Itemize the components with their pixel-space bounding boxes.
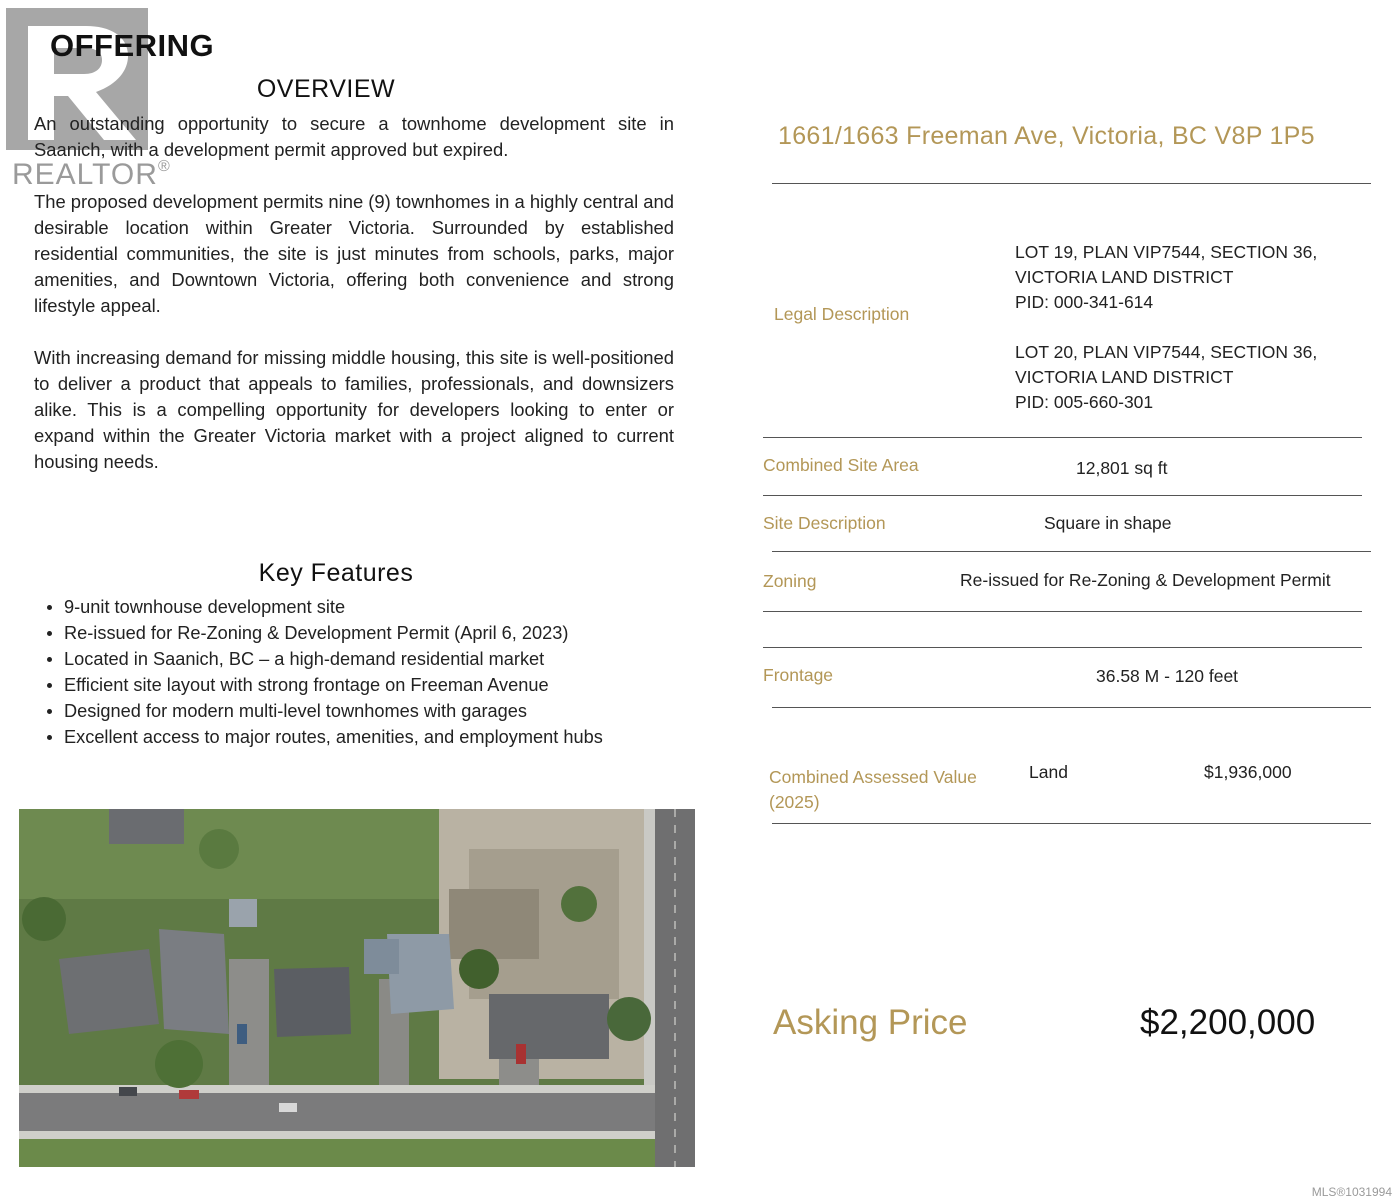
divider [772, 707, 1371, 708]
offering-title: OFFERING [50, 28, 215, 63]
overview-paragraph-1: An outstanding opportunity to secure a townhome development site in Saanich, with a development permit approved but expired. [34, 113, 674, 160]
divider [772, 183, 1371, 184]
lot20-pid: PID: 005-660-301 [1015, 392, 1154, 412]
assessed-label-line-2: (2025) [769, 792, 820, 812]
key-features-heading: Key Features [258, 559, 414, 587]
key-features-list [34, 594, 694, 750]
feature-item: Excellent access to major routes, amenities, and employment hubs [34, 724, 694, 750]
asking-price-value: $2,200,000 [1140, 1003, 1316, 1042]
lot19-pid: PID: 000-341-614 [1015, 292, 1154, 312]
feature-item: Re-issued for Re-Zoning & Development Permit (April 6, 2023) [34, 620, 694, 646]
site-area-value: 12,801 sq ft [1076, 458, 1168, 478]
mls-number: MLS®1031994 [1311, 1185, 1392, 1199]
lot19-line-1: LOT 19, PLAN VIP7544, SECTION 36, [1015, 242, 1318, 262]
lot19-line-2: VICTORIA LAND DISTRICT [1015, 267, 1234, 287]
site-description-label: Site Description [763, 513, 886, 533]
feature-item: Efficient site layout with strong frontage on Freeman Avenue [34, 672, 694, 698]
legal-description-lot20 [1015, 340, 1317, 415]
property-address: 1661/1663 Freeman Ave, Victoria, BC V8P 1P5 [778, 122, 1315, 150]
divider [763, 495, 1362, 496]
realtor-wordmark: REALTOR [12, 158, 158, 191]
legal-description-lot19 [1015, 240, 1317, 315]
feature-item: Located in Saanich, BC – a high-demand residential market [34, 646, 694, 672]
site-area-label: Combined Site Area [763, 455, 919, 475]
divider [772, 823, 1371, 824]
divider [763, 611, 1362, 612]
aerial-site-photo [19, 809, 695, 1167]
overview-heading: OVERVIEW [256, 75, 396, 103]
registered-mark: ® [157, 158, 171, 175]
overview-paragraph-3: With increasing demand for missing middle housing, this site is well-positioned to deliver a product that appeals to families, professionals, and downsizers alike. This is a compelling opportunity for developers looking to enter or expand within the Greater Victoria market with a project aligned to current housing needs. [34, 347, 674, 472]
zoning-label: Zoning [763, 571, 817, 591]
assessed-label-line-1: Combined Assessed Value [769, 767, 977, 787]
divider [763, 437, 1362, 438]
feature-item: Designed for modern multi-level townhomes with garages [34, 698, 694, 724]
divider [772, 551, 1371, 552]
frontage-label: Frontage [763, 665, 834, 685]
overview-paragraph-2: The proposed development permits nine (9) townhomes in a highly central and desirable location within Greater Victoria. Surrounded by established residential communities, the site is just minutes from schools, parks, major amenities, and Downtown Victoria, offering both convenience and strong lifestyle appeal. [34, 191, 674, 316]
zoning-value: Re-issued for Re-Zoning & Development Permit [960, 570, 1331, 590]
asking-price-label: Asking Price [773, 1003, 968, 1042]
assessed-value: $1,936,000 [1204, 762, 1292, 782]
assessed-type: Land [1029, 762, 1068, 782]
legal-description-label: Legal Description [774, 304, 910, 324]
divider [763, 647, 1362, 648]
overview-text [34, 111, 674, 501]
assessed-value-label [769, 765, 977, 815]
frontage-value: 36.58 M - 120 feet [1096, 666, 1239, 686]
lot20-line-1: LOT 20, PLAN VIP7544, SECTION 36, [1015, 342, 1318, 362]
site-description-value: Square in shape [1044, 513, 1172, 533]
feature-item: 9-unit townhouse development site [34, 594, 694, 620]
lot20-line-2: VICTORIA LAND DISTRICT [1015, 367, 1234, 387]
